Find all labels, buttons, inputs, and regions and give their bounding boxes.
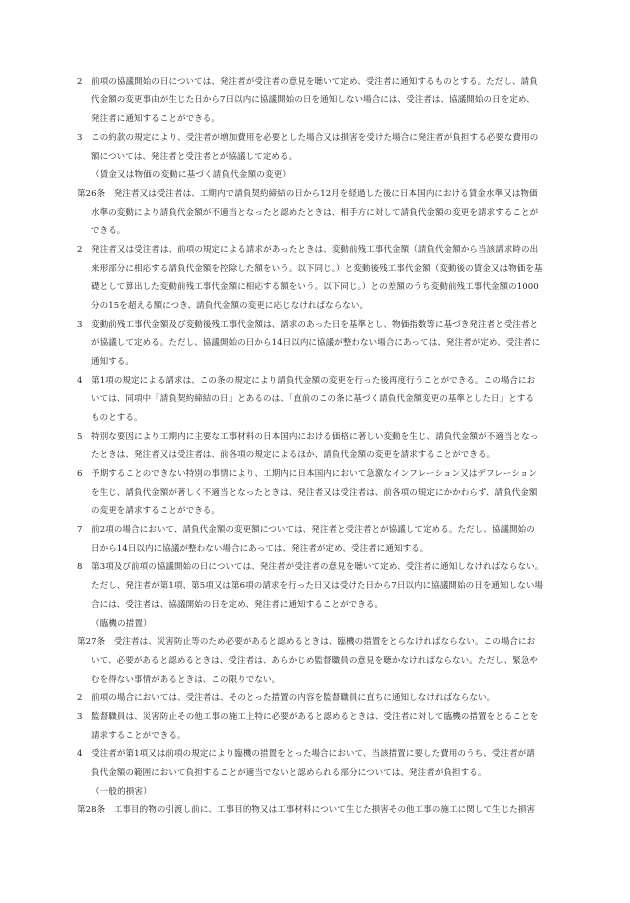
paragraph-line: むを得ない事情があるときは、この限りでない。 [91,675,281,685]
paragraph-line: 礎として算出した変動前残工事代金額に相応する額をいう。以下同じ。）との差額のうち変動前残工事代金額の1000 [91,282,539,292]
paragraph-line: 来形部分に相応する請負代金額を控除した額をいう。以下同じ。）と変動後残工事代金額（変動後の賃金又は物価を基 [91,264,543,274]
paragraph-line: 通知する。 [91,357,135,367]
paragraph-line: を生じ、請負代金額が著しく不適当となったときは、発注者又は受注者は、前各項の規定にかかわらず、請負代金額 [91,488,538,498]
paragraph-line: 日から14日以内に協議が整わない場合にあっては、発注者が定め、受注者に通知する。 [91,544,429,554]
paragraph-line: 3 この約款の規定により、受注者が増加費用を必要とした場合又は損害を受けた場合に発注者が負担する必要な費用の [77,133,539,143]
paragraph-line: 代金額の変更事由が生じた日から7日以内に協議開始の日を通知しない場合には、受注者は、協議開始の日を定め、 [91,95,535,105]
paragraph-line: 7 前2項の場合において、請負代金額の変更額については、発注者と受注者とが協議して定める。ただし、協議開始の [77,525,535,535]
paragraph-line: ただし、発注者が第1項、第5項又は第6項の請求を行った日又は受けた日から7日以内に協議開始の日を通知しない場 [91,581,544,591]
paragraph-line: ものとする。 [91,413,143,423]
paragraph-line: 4 受注者が第1項又は前項の規定により臨機の措置をとった場合において、当該措置に要した費用のうち、受注者が請 [77,749,535,759]
paragraph-line: 合には、受注者は、協議開始の日を定め、発注者に通知することができる。 [91,600,384,610]
article-line: 第28条 工事目的物の引渡し前に、工事目的物又は工事材料について生じた損害その他工事の施工に関して生じた損害 [77,805,536,815]
paragraph-line: の変更を請求することができる。 [91,506,221,516]
paragraph-line: 発注者に通知することができる。 [91,114,221,124]
paragraph-line: 4 第1項の規定による請求は、この条の規定により請負代金額の変更を行った後再度行うことができる。この場合にお [77,376,536,386]
paragraph-line: 分の15を超える額につき、請負代金額の変更に応じなければならない。 [91,301,369,311]
paragraph-line: いて、必要があると認めるときは、受注者は、あらかじめ監督職員の意見を聴かなければならない。ただし、緊急や [91,656,539,666]
paragraph-line: 8 第3項及び前項の協議開始の日については、発注者が受注者の意見を聴いて定め、受注者に通知しなければならない。 [77,562,544,572]
paragraph-line: 3 監督職員は、災害防止その他工事の施工上特に必要があると認めるときは、受注者に対して臨機の措置をとることを [77,712,539,722]
paragraph-line: 2 発注者又は受注者は、前項の規定による請求があったときは、変動前残工事代金額（請負代金額から当該請求時の出 [77,245,539,255]
paragraph-line: できる。 [91,226,126,236]
paragraph-line: 額については、発注者と受注者とが協議して定める。 [91,152,298,162]
section-heading: （一般的損害） [91,787,152,797]
section-heading: （臨機の措置） [91,619,152,629]
paragraph-line: 水準の変動により請負代金額が不適当となったと認めたときは、相手方に対して請負代金額の変更を請求することが [91,208,539,218]
paragraph-line: たときは、発注者又は受注者は、前各項の規定によるほか、請負代金額の変更を請求することができる。 [91,450,496,460]
paragraph-line: 6 予期することのできない特別の事情により、工期内に日本国内において急激なインフレーション又はデフレーション [77,469,537,479]
paragraph-line: 2 前項の協議開始の日については、発注者が受注者の意見を聴いて定め、受注者に通知するものとする。ただし、請負 [77,77,538,87]
paragraph-line: が協議して定める。ただし、協議開始の日から14日以内に協議が整わない場合にあっては、発注者が定め、受注者に [91,338,541,348]
section-heading: （賃金又は物価の変動に基づく請負代金額の変更） [91,170,292,180]
article-line: 第27条 受注者は、災害防止等のため必要があると認めるときは、臨機の措置をとらなければならない。この場合にお [77,637,536,647]
paragraph-line: 請求することができる。 [91,731,186,741]
paragraph-line: いては、同項中「請負契約締結の日」とあるのは、「直前のこの条に基づく請負代金額変更の基準とした日」とする [91,394,534,404]
paragraph-line: 5 特別な要因により工期内に主要な工事材料の日本国内における価格に著しい変動を生じ、請負代金額が不適当となっ [77,432,539,442]
article-line: 第26条 発注者又は受注者は、工期内で請負契約締結の日から12月を経過した後に日本国内における賃金水準又は物価 [77,189,538,199]
paragraph-line: 3 変動前残工事代金額及び変動後残工事代金額は、請求のあった日を基準とし、物価指数等に基づき発注者と受注者と [77,320,539,330]
paragraph-line: 負代金額の範囲において負担することが適当でないと認められる部分については、発注者が負担する。 [91,768,487,778]
paragraph-line: 2 前項の場合においては、受注者は、そのとった措置の内容を監督職員に直ちに通知しなければならない。 [77,693,496,703]
